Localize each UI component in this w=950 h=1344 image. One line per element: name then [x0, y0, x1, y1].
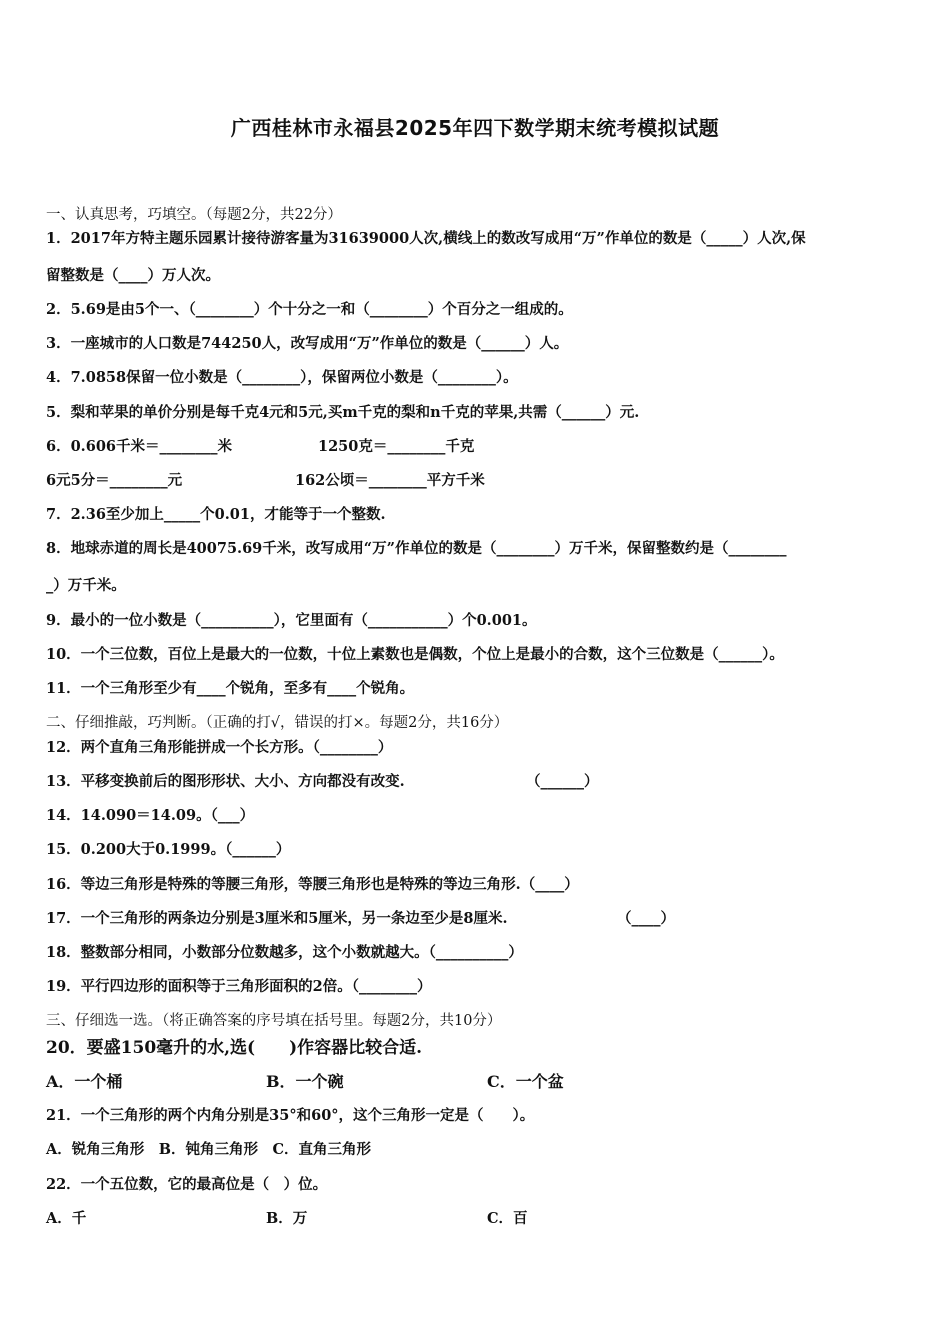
question-17-answer-blank: （____）: [617, 910, 675, 927]
question-22-option-c: C．百: [487, 1210, 528, 1227]
section-3-heading: 三、仔细选一选。（将正确答案的序号填在括号里。每题2分，共10分）: [46, 1013, 502, 1029]
question-20-option-a: A．一个桶: [46, 1072, 123, 1091]
question-20-option-c: C．一个盆: [487, 1072, 564, 1091]
question-1-line-1: 1．2017年方特主题乐园累计接待游客量为31639000人次,横线上的数改写成用“万”作单位的数是（_____）人次,保: [46, 230, 806, 247]
question-6-part-4: 162公顷＝________平方千米: [295, 472, 485, 489]
question-18: 18．整数部分相同，小数部分位数越多，这个小数就越大。（__________）: [46, 944, 523, 961]
question-22-option-a: A．千: [46, 1210, 87, 1227]
question-13-answer-blank: （______）: [526, 773, 599, 790]
question-21: 21．一个三角形的两个内角分别是35°和60°，这个三角形一定是（ ）。: [46, 1107, 535, 1124]
question-19: 19．平行四边形的面积等于三角形面积的2倍。（________）: [46, 978, 432, 995]
question-9: 9．最小的一位小数是（__________），它里面有（___________）个0.001。: [46, 612, 537, 629]
question-6-part-2: 1250克＝________千克: [318, 438, 475, 455]
question-21-options: A．锐角三角形 B．钝角三角形 C．直角三角形: [46, 1141, 372, 1158]
section-1-heading: 一、认真思考，巧填空。（每题2分，共22分）: [46, 207, 342, 223]
question-1-line-2: 留整数是（____）万人次。: [46, 267, 220, 284]
question-8-line-1: 8．地球赤道的周长是40075.69千米，改写成用“万”作单位的数是（________）万千米，保留整数约是（________: [46, 540, 787, 557]
question-20: 20．要盛150毫升的水,选( )作容器比较合适.: [46, 1038, 423, 1058]
question-4: 4．7.0858保留一位小数是（________），保留两位小数是（________）。: [46, 369, 518, 386]
question-17: 17．一个三角形的两条边分别是3厘米和5厘米，另一条边至少是8厘米.: [46, 910, 508, 927]
question-12: 12．两个直角三角形能拼成一个长方形。（________）: [46, 739, 393, 756]
exam-title: 广西桂林市永福县2025年四下数学期末统考模拟试题: [230, 116, 720, 140]
question-20-option-b: B．一个碗: [266, 1072, 344, 1091]
question-5: 5．梨和苹果的单价分别是每千克4元和5元,买m千克的梨和n千克的苹果,共需（______）元.: [46, 404, 640, 421]
question-2: 2．5.69是由5个一、（________）个十分之一和（________）个百分之一组成的。: [46, 301, 573, 318]
question-14: 14．14.090＝14.09。（___）: [46, 807, 255, 824]
question-16: 16．等边三角形是特殊的等腰三角形，等腰三角形也是特殊的等边三角形.（____）: [46, 876, 579, 893]
question-6-part-1: 6．0.606千米＝________米: [46, 438, 232, 455]
section-2-heading: 二、仔细推敲，巧判断。（正确的打√，错误的打×。每题2分，共16分）: [46, 715, 509, 731]
question-10: 10．一个三位数，百位上是最大的一位数，十位上素数也是偶数，个位上是最小的合数，这个三位数是（______）。: [46, 646, 784, 663]
question-8-line-2: _）万千米。: [46, 577, 126, 594]
question-22-option-b: B．万: [266, 1210, 308, 1227]
question-7: 7．2.36至少加上_____个0.01，才能等于一个整数.: [46, 506, 386, 523]
question-11: 11．一个三角形至少有____个锐角，至多有____个锐角。: [46, 680, 415, 697]
question-15: 15．0.200大于0.1999。（______）: [46, 841, 291, 858]
question-22: 22．一个五位数，它的最高位是（ ）位。: [46, 1176, 328, 1193]
question-13: 13．平移变换前后的图形形状、大小、方向都没有改变.: [46, 773, 405, 790]
question-3: 3．一座城市的人口数是744250人，改写成用“万”作单位的数是（______）人。: [46, 335, 569, 352]
question-6-part-3: 6元5分＝________元: [46, 472, 183, 489]
